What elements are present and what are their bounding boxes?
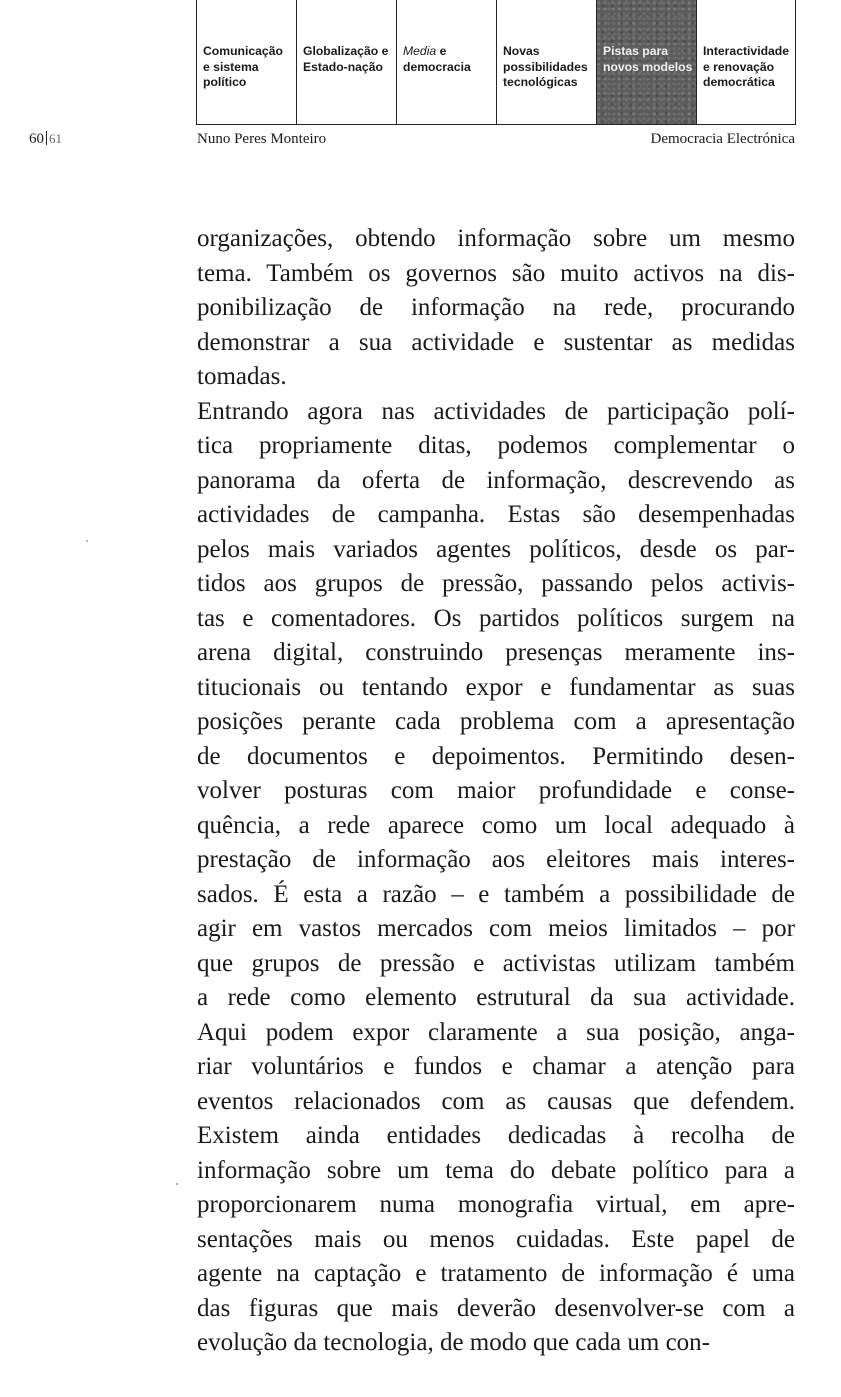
- page-numbers: [29, 131, 62, 148]
- text-line: pelos mais variados agentes políticos, desde os par-: [197, 535, 795, 563]
- text-line: riar voluntários e fundos e chamar a atenção para: [197, 1053, 795, 1080]
- text-line: Entrando agora nas actividades de participação polí-: [197, 397, 795, 425]
- text-line: eventos relacionados com as causas que defendem.: [197, 1087, 795, 1115]
- scan-speck: [176, 1183, 178, 1185]
- text-line: sentações mais ou menos cuidadas. Este papel de: [197, 1225, 795, 1253]
- chapter-tab-1: [196, 0, 296, 124]
- text-line: ponibilização de informação na rede, procurando: [197, 294, 795, 321]
- text-line: panorama da oferta de informação, descrevendo as: [197, 466, 795, 494]
- body-text: [197, 222, 795, 1361]
- text-line: proporcionarem numa monografia virtual, em apre-: [197, 1191, 795, 1218]
- chapter-tab-title-rest: e democracia: [403, 44, 471, 74]
- chapter-tab-6: [696, 0, 796, 124]
- text-line: prestação de informação aos eleitores mais interes-: [197, 846, 795, 873]
- chapter-tab-title-start: Pistas para: [603, 44, 669, 58]
- text-line: evolução da tecnologia, de modo que cada um con-: [197, 1329, 711, 1356]
- text-line: tomadas.: [197, 363, 287, 390]
- chapter-tab-title-rest: possibilidades tecnológicas: [503, 59, 588, 89]
- text-line: Existem ainda entidades dedicadas à recolha de: [197, 1122, 795, 1149]
- text-line: organizações, obtendo informação sobre um mesmo: [197, 225, 795, 252]
- chapter-tab-2: [296, 0, 396, 124]
- page-number-odd: 61: [49, 131, 62, 146]
- text-line: agir em vastos mercados com meios limitados – por: [197, 915, 795, 942]
- chapter-tab-title-start: Globalização e: [303, 44, 389, 58]
- text-line: volver posturas com maior profundidade e conse-: [197, 777, 795, 804]
- chapter-tab-title-rest: Estado-nação: [303, 59, 383, 74]
- chapter-tab-title-rest: e renovação democrática: [703, 59, 775, 89]
- text-line: tema. Também os governos são muito activos na dis-: [197, 259, 795, 287]
- text-line: quência, a rede aparece como um local adequado à: [197, 811, 795, 839]
- text-line: actividades de campanha. Estas são desempenhadas: [197, 501, 795, 528]
- text-line: Aqui podem expor claramente a sua posição, anga-: [197, 1018, 795, 1046]
- text-line: que grupos de pressão e activistas utilizam também: [197, 949, 795, 977]
- section-title: Democracia Electrónica: [650, 131, 795, 147]
- chapter-tab-3: [396, 0, 496, 124]
- chapter-tab-4: [496, 0, 596, 124]
- text-line: arena digital, construindo presenças meramente ins-: [197, 639, 795, 666]
- chapter-tab-title-start: Novas: [503, 44, 540, 58]
- text-line: demonstrar a sua actividade e sustentar as medidas: [197, 328, 795, 356]
- paragraph-2: [197, 395, 795, 1361]
- text-line: tica propriamente ditas, podemos complementar o: [197, 432, 795, 459]
- text-line: agente na captação e tratamento de informação é uma: [197, 1260, 795, 1287]
- author-name: Nuno Peres Monteiro: [197, 131, 327, 147]
- text-line: sados. É esta a razão – e também a possibilidade de: [197, 880, 795, 908]
- scan-speck: [86, 540, 88, 542]
- chapter-tab-title-start: Interactividade: [703, 44, 790, 58]
- chapter-tab-title-start: Comunicação: [203, 44, 283, 58]
- running-header: [0, 131, 841, 155]
- chapter-tab-title-start: Media: [403, 44, 437, 58]
- chapter-navigation: [196, 0, 796, 125]
- text-line: das figuras que mais deverão desenvolver-se com a: [197, 1294, 795, 1322]
- page-number-even: 60: [29, 131, 44, 147]
- text-line: a rede como elemento estrutural da sua actividade.: [197, 984, 795, 1011]
- paragraph-1: [197, 222, 795, 395]
- text-line: informação sobre um tema do debate político para a: [197, 1156, 795, 1184]
- text-line: titucionais ou tentando expor e fundamentar as suas: [197, 673, 795, 701]
- page-number-divider: [46, 131, 47, 145]
- text-line: de documentos e depoimentos. Permitindo desen-: [197, 742, 795, 770]
- chapter-tab-title-rest: e sistema político: [203, 59, 259, 89]
- chapter-tab-5: [596, 0, 696, 124]
- chapter-tab-title-rest: novos modelos: [603, 59, 693, 74]
- text-line: tas e comentadores. Os partidos políticos surgem na: [197, 604, 795, 632]
- text-line: tidos aos grupos de pressão, passando pelos activis-: [197, 570, 795, 597]
- text-line: posições perante cada problema com a apresentação: [197, 708, 795, 735]
